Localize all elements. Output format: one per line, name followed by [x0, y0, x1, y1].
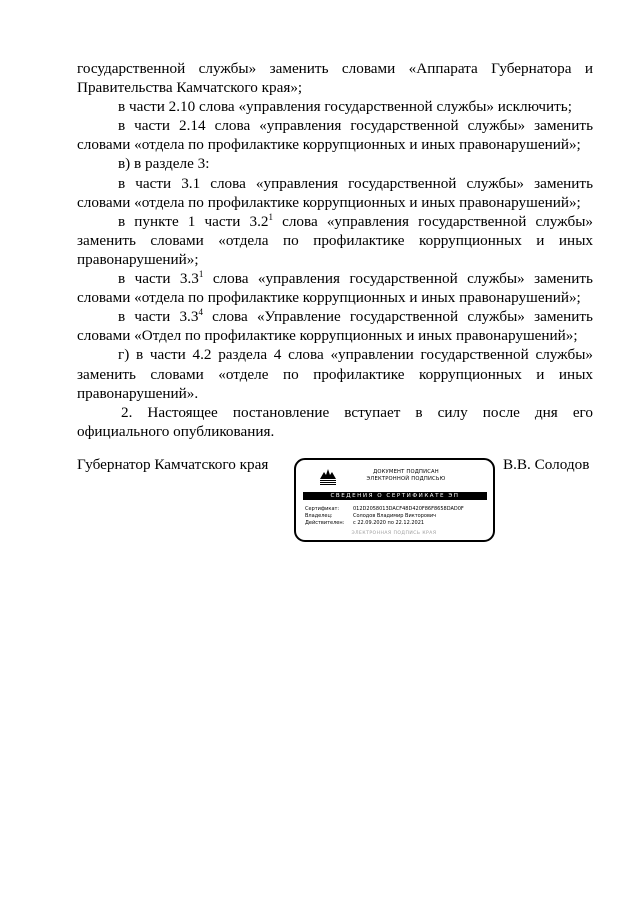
paragraph-10: 2. Настоящее постановление вступает в силу после дня его официального опубликования.: [77, 403, 593, 440]
paragraph-7-start: в части 3.3: [118, 270, 199, 288]
coat-of-arms-icon: [318, 465, 338, 485]
owner-label: Владелец:: [305, 513, 333, 519]
electronic-signature-stamp: [294, 458, 495, 542]
paragraph-6-end: слова «управления государственной службы» заменить словами «отдела по профилактике коррупционных и иных правонарушений»;: [77, 212, 593, 268]
paragraph-8-sup: 4: [198, 307, 203, 318]
paragraph-7-sup: 1: [198, 269, 204, 280]
signature-block: [0, 455, 640, 555]
stamp-header-line1: ДОКУМЕНТ ПОДПИСАН: [373, 469, 439, 475]
stamp-owner-row: [305, 513, 489, 520]
signer-position: Губернатор Камчатского края: [77, 456, 269, 473]
paragraph-7-end: слова «управления государственной службы» заменить словами «отдела по профилактике коррупционных и иных правонарушений»;: [77, 270, 593, 307]
valid-label: Действителен:: [305, 520, 345, 526]
stamp-header: [346, 469, 466, 482]
paragraph-6: [77, 212, 593, 269]
document-body: [77, 59, 593, 441]
owner-value: Солодов Владимир Викторович: [353, 513, 437, 519]
paragraph-8-end: слова «Управление государственной службы» заменить словами «Отдел по профилактике коррупционных и иных правонарушений»;: [77, 308, 593, 345]
stamp-header-line2: ЭЛЕКТРОННОЙ ПОДПИСЬЮ: [366, 475, 446, 482]
paragraph-4: в) в разделе 3:: [118, 155, 210, 173]
stamp-banner: СВЕДЕНИЯ О СЕРТИФИКАТЕ ЭП: [303, 492, 487, 500]
paragraph-5: в части 3.1 слова «управления государственной службы» заменить словами «отдела по профилактике коррупционных и иных правонарушений»;: [77, 174, 593, 211]
paragraph-9: г) в части 4.2 раздела 4 слова «управлении государственной службы» заменить словами «отделе по профилактике коррупционных и иных правонарушений».: [77, 346, 593, 402]
stamp-cert-row: [305, 506, 489, 513]
stamp-footer: ЭЛЕКТРОННАЯ ПОДПИСЬ КРАЯ: [351, 531, 437, 536]
paragraph-8: [77, 307, 593, 345]
paragraph-6-sup: 1: [268, 211, 273, 222]
signer-name: В.В. Солодов: [503, 456, 590, 473]
stamp-valid-row: [305, 520, 489, 527]
paragraph-1: государственной службы» заменить словами «Аппарата Губернатора и Правительства Камчатского края»;: [77, 60, 593, 97]
paragraph-2: в части 2.10 слова «управления государственной службы» исключить;: [118, 98, 572, 116]
cert-value: 012D2058013DACF48D420F86F8658DAD0F: [353, 506, 464, 512]
paragraph-6-start: в пункте 1 части 3.2: [118, 212, 269, 230]
paragraph-8-start: в части 3.3: [118, 308, 199, 326]
paragraph-7: [77, 269, 593, 307]
paragraph-3: в части 2.14 слова «управления государственной службы» заменить словами «отдела по профилактике коррупционных и иных правонарушений»;: [77, 117, 593, 154]
cert-label: Сертификат:: [305, 506, 340, 512]
valid-value: с 22.09.2020 по 22.12.2021: [353, 520, 425, 526]
